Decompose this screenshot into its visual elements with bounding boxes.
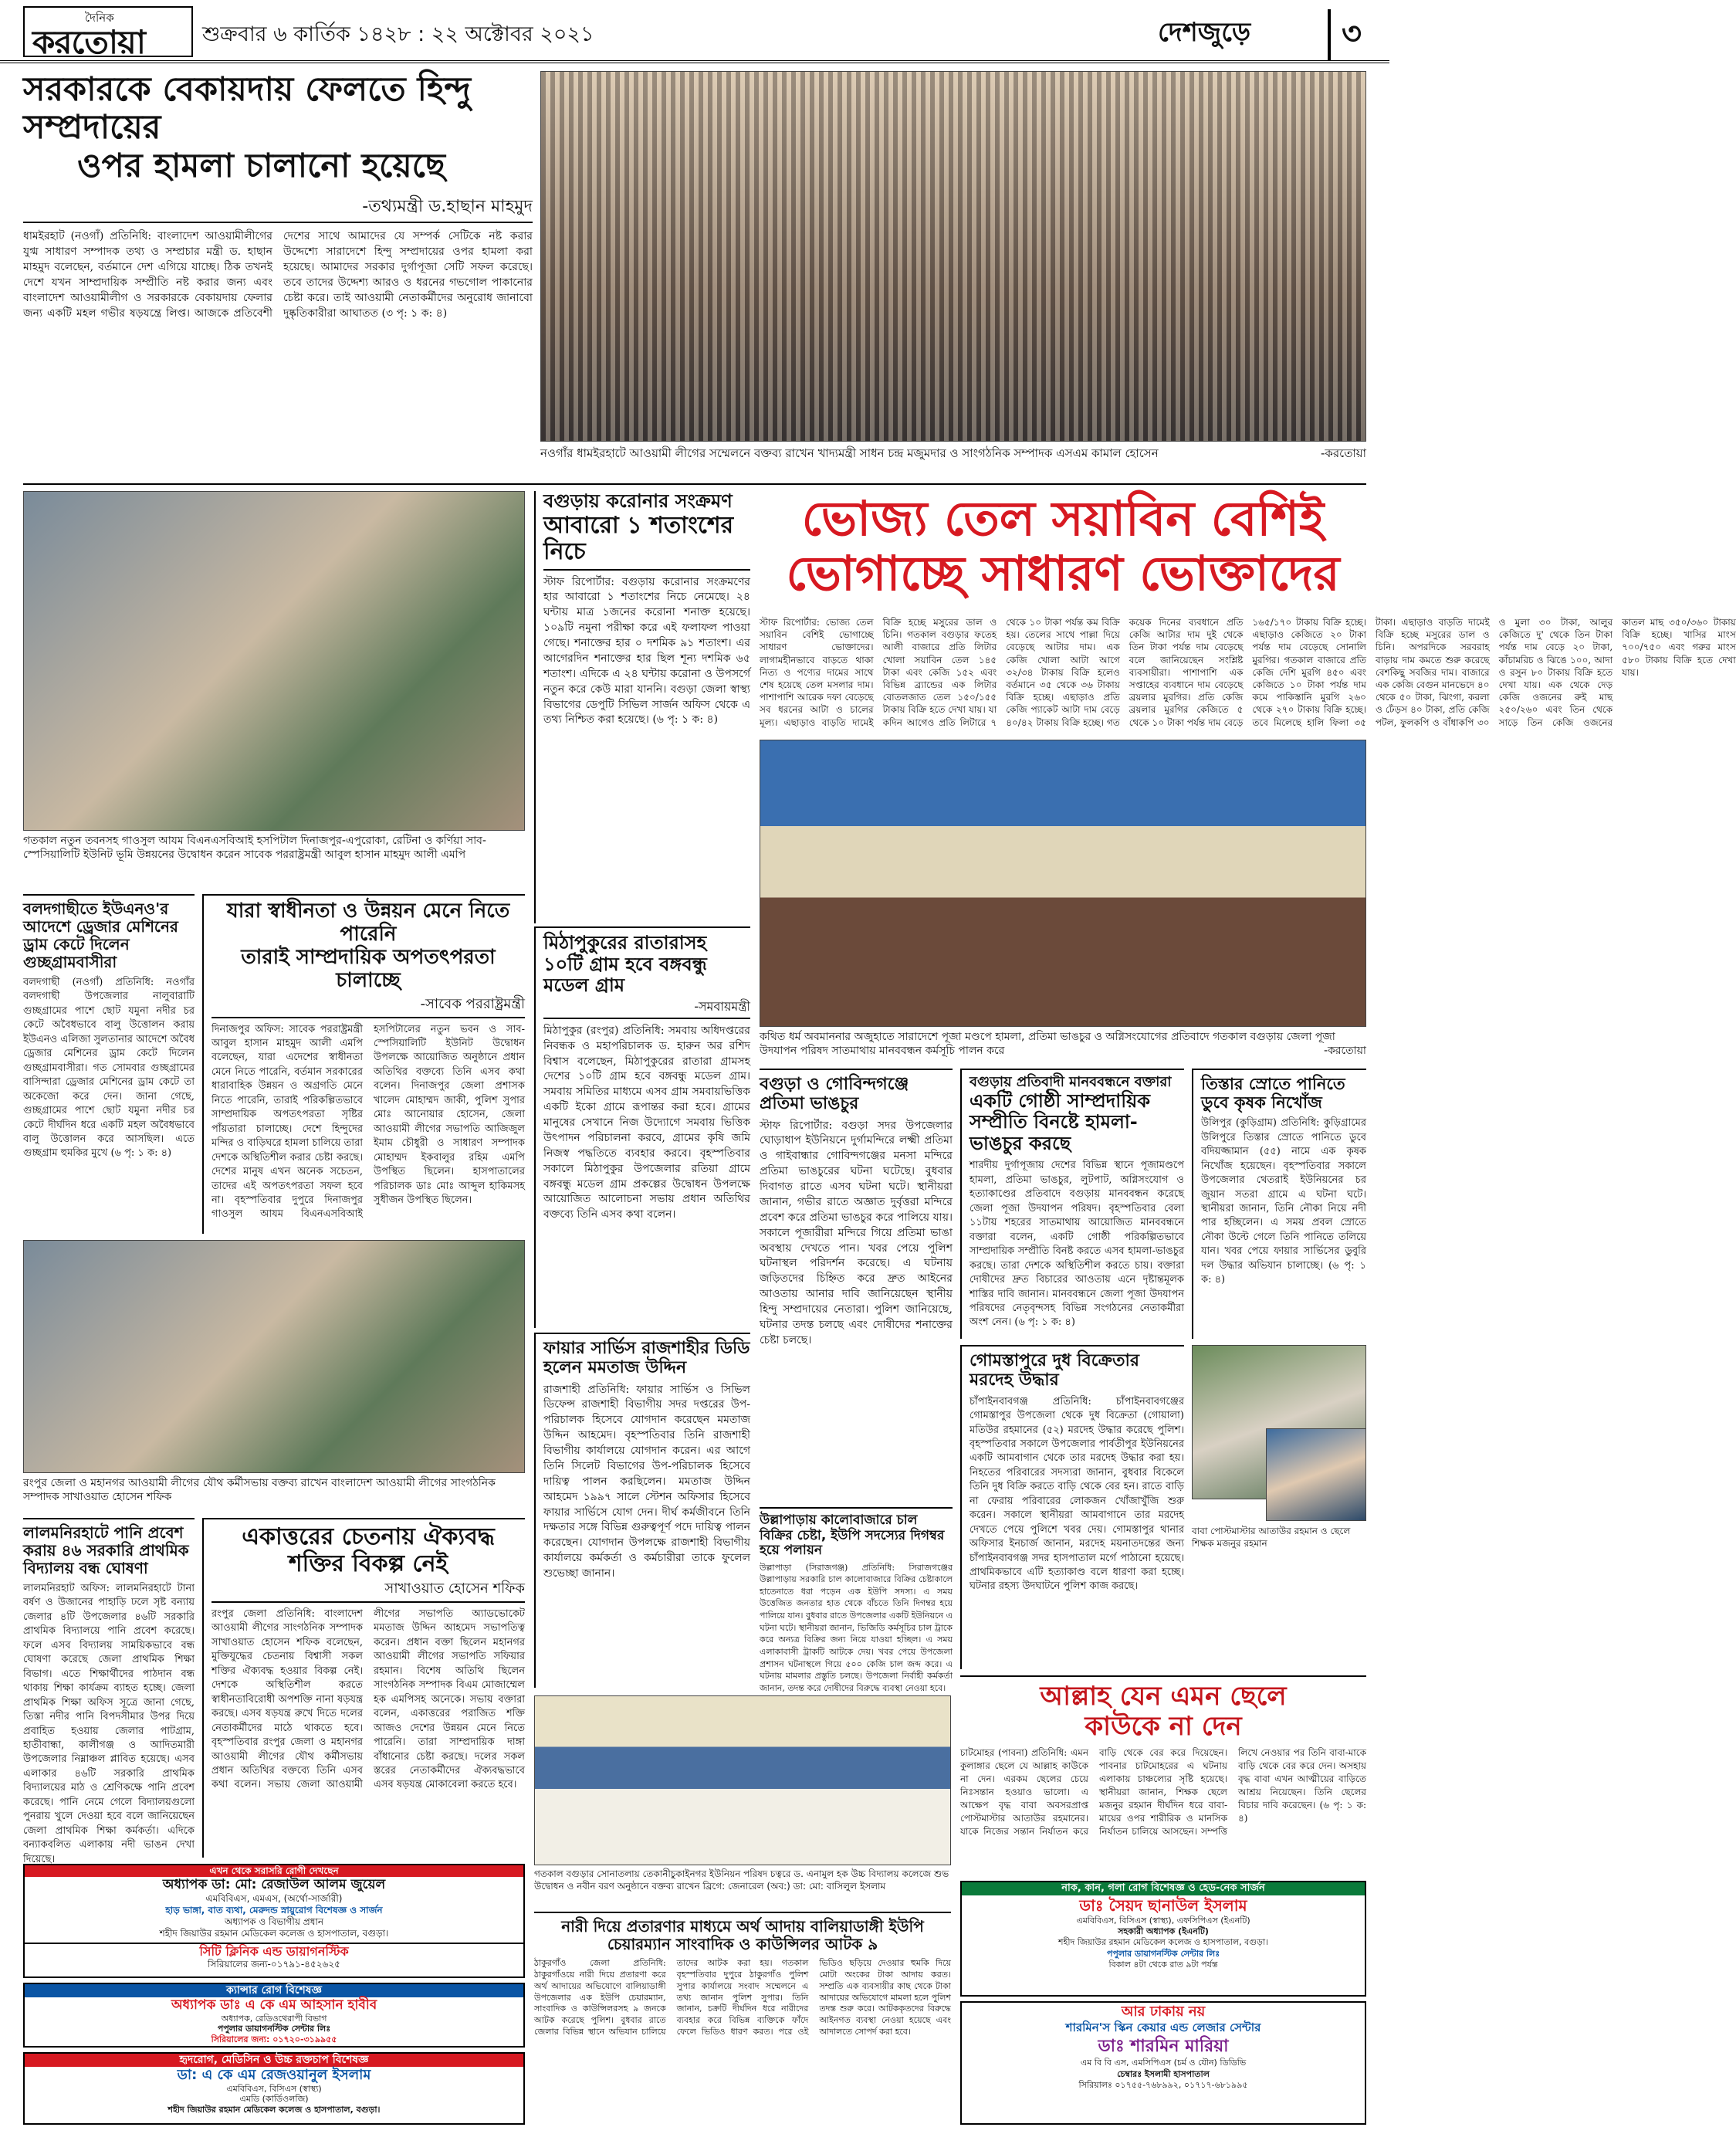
ad-ent-line-2: ডাঃ সৈয়দ ছানাউল ইসলাম xyxy=(1079,1895,1247,1915)
allah-continued: (৬ পৃ: ১ ক: ৪) xyxy=(1238,1800,1367,1824)
corona-continued: (৬ পৃ: ১ ক: ৪) xyxy=(652,713,719,727)
corona-headline: আবারো ১ শতাংশের নিচে xyxy=(543,513,750,571)
ullapara-body: উল্লাপাড়া (সিরাজগঞ্জ) প্রতিনিধি: সিরাজগঞ্জের উল্লাপাড়ায় সরকারি চাল কালোবাজারে বিক্রির চেষ্টাকালে হাতেনাতে ধরা পড়েন এক ইউপি সদস্য। এ সময় উত্তেজিত জনতার হাত থেকে বাঁচতে তিনি দিগম্বর হয়ে পালিয়ে যান। বুধবার রাতে উপজেলার একটি ইউনিয়নে এ ঘটনা ঘটে। স্থানীয়রা জানান, ভিজিডি কর্মসূচির চাল ট্রাকে করে অন্যত্র বিক্রির জন্য নিয়ে যাওয়া হচ্ছিল। এ সময় এলাকাবাসী ট্রাকটি আটকে দেয়। খবর পেয়ে উপজেলা প্রশাসন ঘটনাস্থলে গিয়ে ৫০০ কেজি চাল জব্দ করে। এ ঘটনায় মামলার প্রস্তুতি চলছে। উপজেলা নির্বাহী কর্মকর্তা জানান, তদন্ত করে দোষীদের বিরুদ্ধে ব্যবস্থা নেওয়া হবে। xyxy=(760,1562,953,1693)
nari-headline: নারী দিয়ে প্রতারণার মাধ্যমে অর্থ আদায় বালিয়াডাঙ্গী ইউপি চেয়ারম্যান সাংবাদিক ও কাউন্সিলর আটক ৯ xyxy=(561,1917,924,1953)
ad-cancer-line-1: ক্যান্সার রোগ বিশেষজ্ঞ xyxy=(25,1984,523,1997)
corona-story xyxy=(534,491,750,923)
ad-skin-line-2: শারমিন'স স্কিন কেয়ার এন্ড লেজার সেন্টার xyxy=(1065,2021,1261,2035)
ad-ent xyxy=(960,1881,1366,1997)
section-name: দেশজুড়ে xyxy=(1158,17,1251,48)
ad-skin-line-1: আর ঢাকায় নয় xyxy=(1121,2004,1206,2020)
ad-skin-line-3: ডাঃ শারমিন মারিয়া xyxy=(1098,2036,1229,2056)
lalmonirhat-story xyxy=(23,1518,195,1865)
allah-body xyxy=(960,1746,1366,1855)
lead-body xyxy=(23,229,533,490)
ad-ent-line-7: বিকাল ৪টা থেকে রাত ৯টা পর্যন্ত xyxy=(1108,1960,1218,1970)
mithapukur-story xyxy=(534,926,750,1328)
freedom-byline: -সাবেক পররাষ্ট্রমন্ত্রী xyxy=(212,993,525,1018)
ad-ortho-line-2: অধ্যাপক ডা: মো: রেজাউল আলম জুয়েল xyxy=(162,1877,386,1892)
ekattor-body: রংপুর জেলা প্রতিনিধি: বাংলাদেশ আওয়ামী লীগের সাংগঠনিক সম্পাদক সাখাওয়াত হোসেন শফিক বলেছেন, মুক্তিযুদ্ধের চেতনায় বিশ্বাসী সকল শক্তির ঐক্যবদ্ধ হওয়ার বিকল্প নেই। দেশকে অস্থিতিশীল করতে স্বাধীনতাবিরোধী অপশক্তি নানা ষড়যন্ত্র করছে। এসব ষড়যন্ত্র রুখে দিতে দলের নেতাকর্মীদের মাঠে থাকতে হবে। বৃহস্পতিবার রংপুর জেলা ও মহানগর আওয়ামী লীগের যৌথ কর্মীসভায় প্রধান অতিথির বক্তব্যে তিনি এসব কথা বলেন। সভায় জেলা আওয়ামী লীগের সভাপতি অ্যাডভোকেট মমতাজ উদ্দিন আহমেদ সভাপতিত্ব করেন। প্রধান বক্তা ছিলেন মহানগর আওয়ামী লীগের সভাপতি সফিয়ার রহমান। বিশেষ অতিথি ছিলেন সাংগঠনিক সম্পাদক বিএম মোজাম্মেল হক এমপিসহ অনেকে। সভায় বক্তারা বলেন, একাত্তরের পরাজিত শক্তি আজও দেশের উন্নয়ন মেনে নিতে পারেনি। তারা সাম্প্রদায়িক দাঙ্গা বাঁধানোর চেষ্টা করছে। দলের সকল স্তরের নেতাকর্মীদের ঐক্যবদ্ধভাবে এসব ষড়যন্ত্র মোকাবেলা করতে হবে। xyxy=(212,1608,525,1791)
idol-vandalism-story xyxy=(760,1069,953,1501)
tista-continued: (৬ পৃ: ১ ক: ৪) xyxy=(1201,1259,1366,1286)
ad-cancer-line-4: অধ্যাপক, রেডিওথেরাপী বিভাগ xyxy=(221,2013,327,2024)
lead-byline: -তথ্যমন্ত্রী ড.হাছান মাহমুদ xyxy=(23,193,533,223)
ekattor-story xyxy=(202,1518,525,1858)
tista-story xyxy=(1192,1069,1366,1339)
human-chain-body xyxy=(970,1159,1184,1329)
human-chain-caption-text: কথিত ধর্ম অবমাননার অজুহাতে সারাদেশে পূজা মণ্ডপে হামলা, প্রতিমা ভাঙচুর ও অগ্নিসংযোগের প্রতিবাদে গতকাল বগুড়ায় জেলা পূজা উদযাপন পরিষদ সাতমাথায় মানববন্ধন কর্মসূচি পালন করে xyxy=(760,1031,1335,1058)
idol-vandalism-headline: বগুড়া ও গোবিন্দগঞ্জে প্রতিমা ভাঙচুর xyxy=(760,1075,909,1114)
lead-continued: (৩ পৃ: ১ ক: ৪) xyxy=(381,307,448,320)
ad-cancer-line-2: অধ্যাপক ডাঃ এ কে এম আহসান হাবীব xyxy=(171,1997,377,2014)
oil-body: স্টাফ রিপোর্টার: ভোজ্য তেল সয়াবিন বেশিই ভোগাচ্ছে সাধারণ ভোক্তাদের। লাগামহীনভাবে বাড়তে থাকা নিত্য ও পণ্যের দামের সাথে শেষ হয়েছে তেল মসলার দাম। পাশাপাশি আরেক দফা বেড়েছে সব ধরনের আটা ও চালের মূল্য। এছাড়াও বাড়তি দামেই বিক্রি হচ্ছে মসুরের ডাল ও চিনি। গতকাল বগুড়ার ফতেহ আলী বাজারে প্রতি লিটার খোলা সয়াবিন তেল ১৪৫ টাকা এবং কেজি ১৫২ এবং বিভিন্ন ব্র্যান্ডের এক লিটার বোতলজাত তেল ১৫০/১৫৫ টাকায় বিক্রি হতে দেখা যায়। যা কদিন আগেও প্রতি লিটারে ৭ থেকে ১০ টাকা পর্যন্ত কম বিক্রি হয়। তেলের সাথে পাল্লা দিয়ে বেড়েছে আটার দাম। এক কেজি খোলা আটা আগে ৩২/৩৪ টাকায় বিক্রি হলেও বর্তমানে ৩৫ থেকে ৩৬ টাকায় বিক্রি হচ্ছে। এছাড়াও প্রতি কেজি প্যাকেট আটা দাম বেড়ে ৪০/৪২ টাকায় বিক্রি হচ্ছে। গত কয়েক দিনের ব্যবধানে প্রতি কেজি আটার দাম দুই থেকে তিন টাকা পর্যন্ত দাম বেড়েছে বলে জানিয়েছেন সংশ্লিষ্ট ব্যবসায়ীরা। পাশাপাশি এক সপ্তাহের ব্যবধানে দাম বেড়েছে ব্রয়লার মুরগির। প্রতি কেজি ব্রয়লার মুরগির কেজিতে ৫ থেকে ১০ টাকা পর্যন্ত দাম বেড়ে ১৬৫/১৭০ টাকায় বিক্রি হচ্ছে। এছাড়াও কেজিতে ২০ টাকা পর্যন্ত দাম বেড়েছে সোনালি মুরগির। গতকাল বাজারে প্রতি কেজি দেশি মুরগি ৪৫০ এবং কেজিতে ১০ টাকা পর্যন্ত দাম কমে পাকিস্তানি মুরগি ২৬০ থেকে ২৭০ টাকায় বিক্রি হচ্ছে। তবে মিলেছে হালি ফিলা ৩৫ টাকা। এছাড়াও বাড়তি দামেই বিক্রি হচ্ছে মসুরের ডাল ও চিনি। অপরদিকে সরবরাহ বাড়ায় দাম কমতে শুরু করেছে বেশকিছু সবজির দাম। বাজারে এক কেজি বেগুন মানভেদে ৪০ থেকে ৫০ টাকা, ঝিংগা, করলা ও ঢেঁড়স ৪০ টাকা, প্রতি কেজি পটল, ফুলকপি ও বাঁধাকপি ৩০ ও মুলা ৩০ টাকা, আলুর কেজিতে দু' থেকে তিন টাকা পর্যন্ত দাম বেড়ে ২০ টাকা, কাঁচামরিচ ও ঝিঙে ১০০, আদা ও রসুন ৮০ টাকায় বিক্রি হতে দেখা যায়। এক থেকে দেড় কেজি ওজনের রুই মাছ ২৫০/২৬০ এবং তিন থেকে সাড়ে তিন কেজি ওজনের কাতল মাছ ৩৫০/৩৬০ টাকায় বিক্রি হচ্ছে। খাসির মাংস ৭০০/৭৫০ এবং গরুর মাংস ৫৮০ টাকায় বিক্রি হতে দেখা যায়। xyxy=(760,617,1736,728)
freedom-body: দিনাজপুর অফিস: সাবেক পররাষ্ট্রমন্ত্রী আবুল হাসান মাহমুদ আলী এমপি বলেছেন, যারা এদেশের স্বাধীনতা মেনে নিতে পারেনি, বর্তমান সরকারের ধারাবাহিক উন্নয়ন ও অগ্রগতি মেনে নিতে পারেনি, তারাই পরিকল্পিতভাবে সাম্প্রদায়িক অপতৎপরতা সৃষ্টির পাঁয়তারা চালাচ্ছে। দেশে হিন্দুদের মন্দির ও বাড়িঘরে হামলা চালিয়ে তারা দেশকে অস্থিতিশীল করার চেষ্টা করছে। দেশের মানুষ এখন অনেক সচেতন, তাদের এই অপতৎপরতা সফল হবে না। বৃহস্পতিবার দুপুরে দিনাজপুর গাওসুল আযম বিএনএসবিআই হসপিটালের নতুন ভবন ও সাব-স্পেসিয়ালিটি ইউনিট উদ্বোধন উপলক্ষে আয়োজিত অনুষ্ঠানে প্রধান অতিথির বক্তব্যে তিনি এসব কথা বলেন। দিনাজপুর জেলা প্রশাসক খালেদ মোহাম্মদ জাকী, পুলিশ সুপার মোঃ আনোয়ার হোসেন, জেলা আওয়ামী লীগের সভাপতি আজিজুল ইমাম চৌধুরী ও সাধারণ সম্পাদক মোহাম্মদ ইকবালুর রহিম এমপি উপস্থিত ছিলেন। হাসপাতালের পরিচালক ডাঃ মোঃ আব্দুল হাকিমসহ সুধীজন উপস্থিত ছিলেন। xyxy=(212,1023,525,1221)
lalmonirhat-body: লালমনিরহাট অফিস: লালমনিরহাটে টানা বর্ষণ ও উজানের পাহাড়ি ঢলে সৃষ্ট বন্যায় জেলার ৪টি উপজেলার ৪৬টি সরকারি প্রাথমিক বিদ্যালয়ে পানি প্রবেশ করেছে। ফলে এসব বিদ্যালয় সাময়িকভাবে বন্ধ ঘোষণা করেছে জেলা প্রাথমিক শিক্ষা বিভাগ। এতে শিক্ষার্থীদের পাঠদান বন্ধ থাকায় শিক্ষা কার্যক্রম ব্যাহত হচ্ছে। জেলা প্রাথমিক শিক্ষা অফিস সূত্রে জানা গেছে, তিস্তা নদীর পানি বিপদসীমার উপর দিয়ে প্রবাহিত হওয়ায় জেলার পাটগ্রাম, হাতীবান্ধা, কালীগঞ্জ ও আদিতমারী উপজেলার নিম্নাঞ্চল প্লাবিত হয়েছে। এসব এলাকার ৪৬টি সরকারি প্রাথমিক বিদ্যালয়ের মাঠ ও শ্রেণিকক্ষে পানি প্রবেশ করেছে। পানি নেমে গেলে বিদ্যালয়গুলো পুনরায় খুলে দেওয়া হবে বলে জানিয়েছেন জেলা প্রাথমিক শিক্ষা কর্মকর্তা। এদিকে বন্যাকবলিত এলাকায় নদী ভাঙন দেখা দিয়েছে। xyxy=(23,1583,195,1865)
ad-ortho-line-3: এমবিবিএস, এমএস, (অর্থো-সার্জারী) xyxy=(205,1893,343,1905)
mithapukur-byline: -সমবায়মন্ত্রী xyxy=(543,997,750,1019)
ad-skin-line-6: সিরিয়ালঃ ০১৭৫৫-৭৬৮৯৯২, ০১৭১৭-৬৮১৯৯৫ xyxy=(1078,2080,1248,2091)
lalmonirhat-headline: লালমনিরহাটে পানি প্রবেশ করায় ৪৬ সরকারি প্রাথমিক বিদ্যালয় বন্ধ ঘোষণা xyxy=(23,1523,189,1577)
nari-story xyxy=(534,1912,951,2120)
ad-skin xyxy=(960,2001,1366,2125)
allah-body-text: চাটমোহর (পাবনা) প্রতিনিধি: এমন কুলাঙ্গার ছেলে যে আল্লাহ কাউকে না দেন। এরকম ছেলের চেয়ে নিঃসন্তান হওয়াও ভালো। এ আক্ষেপ বৃদ্ধ বাবা অবসরপ্রাপ্ত পোস্টমাস্টার আতাউর রহমানের। যাকে নিজের সন্তান নির্যাতন করে বাড়ি থেকে বের করে দিয়েছেন। পাবনার চাটমোহরের এ ঘটনায় এলাকায় চাঞ্চল্যের সৃষ্টি হয়েছে। স্থানীয়রা জানান, শিক্ষক ছেলে মজনুর রহমান দীর্ঘদিন ধরে বাবা-মায়ের ওপর শারীরিক ও মানসিক নির্যাতন চালিয়ে আসছেন। সম্পত্তি লিখে নেওয়ার পর তিনি বাবা-মাকে বাড়ি থেকে বের করে দেন। অসহায় বৃদ্ধ বাবা এখন আত্মীয়ের বাড়িতে আশ্রয় নিয়েছেন। তিনি ছেলের বিচার দাবি করেছেন। xyxy=(960,1747,1366,1838)
ad-cancer xyxy=(23,1983,525,2048)
tista-body xyxy=(1201,1116,1366,1302)
ekattor-byline: সাখাওয়াত হোসেন শফিক xyxy=(212,1577,525,1603)
father-son-caption: বাবা পোস্টমাস্টার আতাউর রহমান ও ছেলে শিক্ষক মজনুর রহমান xyxy=(1192,1526,1351,1549)
ad-heart-line-1: হৃদরোগ, মেডিসিন ও উচ্চ রক্তচাপ বিশেষজ্ঞ xyxy=(25,2054,523,2067)
allah-story xyxy=(960,1675,1366,1876)
boldogachi-body xyxy=(23,976,195,1231)
hospital-caption: গতকাল নতুন তবনসহ গাওসুল আযম বিএনএসবিআই হসপিটাল দিনাজপুর-এপুরোকা, রেটিনা ও কর্ণিয়া সাব-স্পেসিয়ালিটি ইউনিট ভূমি উন্নয়নের উদ্বোধন করেন সাবেক পররাষ্ট্রমন্ত্রী আবুল হাসান মাহমুদ আলী এমপি xyxy=(23,835,486,862)
lead-headline-2: ওপর হামলা চালানো হয়েছে xyxy=(77,146,445,185)
ekattor-headline-1: একাত্তরের চেতনায় ঐক্যবদ্ধ xyxy=(242,1523,495,1550)
oil-headline-2: ভোগাচ্ছে সাধারণ ভোক্তাদের xyxy=(786,545,1340,602)
lead-body-text: ধামইরহাট (নওগাঁ) প্রতিনিধি: বাংলাদেশ আওয়ামীলীগের যুগ্ম সাধারণ সম্পাদক তথ্য ও সম্প্রচার মন্ত্রী ড. হাছান মাহমুদ বলেছেন, বর্তমানে দেশ এগিয়ে যাচ্ছে। ঠিক তখনই দেশে যখন সাম্প্রদায়িক সম্প্রীতি নষ্ট করার জন্য এবং বাংলাদেশ আওয়ামীলীগ ও সরকারকে বেকায়দায় ফেলার জন্য একটি মহল গভীর ষড়যন্ত্রে লিপ্ত। আজকে প্রতিবেশী দেশের সাথে আমাদের যে সম্পর্ক সেটিকে নষ্ট করার উদ্দেশ্যে সারাদেশে হিন্দু সম্প্রদায়ের ওপর হামলা করা হয়েছে। আমাদের সরকার দুর্গাপূজা সেটি সফল করেছে। তবে তাদের উদ্দেশ্য আরও ও ধরনের গভগোল পাকানোর চেষ্টা করে। তাই আওয়ামী নেতাকর্মীদের অনুরোধ জানাবো দুষ্কৃতিকারীরা আঘাতত xyxy=(23,230,533,320)
human-chain-body-text: শারদীয় দুর্গাপূজায় দেশের বিভিন্ন স্থানে পূজামণ্ডপে হামলা, প্রতিমা ভাঙচুর, লুটপাট, অগ্নিসংযোগ ও হত্যাকাণ্ডের প্রতিবাদে বগুড়ায় মানববন্ধন করেছে জেলা পূজা উদযাপন পরিষদ। বৃহস্পতিবার বেলা ১১টায় শহরের সাতমাথায় আয়োজিত মানববন্ধনে বক্তারা বলেন, একটি গোষ্ঠী পরিকল্পিতভাবে সাম্প্রদায়িক সম্প্রীতি বিনষ্ট করতে এসব হামলা-ভাঙচুর করছে। তারা দেশকে অস্থিতিশীল করতে চায়। বক্তারা দোষীদের দ্রুত বিচারের আওতায় এনে দৃষ্টান্তমূলক শাস্তির দাবি জানান। মানববন্ধনে জেলা পূজা উদযাপন পরিষদের নেতৃবৃন্দসহ বিভিন্ন সংগঠনের নেতাকর্মীরা অংশ নেন। xyxy=(970,1160,1184,1329)
fire-service-body: রাজশাহী প্রতিনিধি: ফায়ার সার্ভিস ও সিভিল ডিফেন্স রাজশাহী বিভাগীয় সদর দপ্তরের উপ-পরিচালক হিসেবে যোগদান করেছেন মমতাজ উদ্দিন আহমেদ। বৃহস্পতিবার তিনি রাজশাহী বিভাগীয় কার্যালয়ে যোগদান করেন। এর আগে তিনি সিলেট বিভাগের উপ-পরিচালক হিসেবে দায়িত্ব পালন করছিলেন। মমতাজ উদ্দিন আহমেদ ১৯৯৭ সালে স্টেশন অফিসার হিসেবে ফায়ার সার্ভিসে যোগ দেন। দীর্ঘ কর্মজীবনে তিনি দক্ষতার সঙ্গে বিভিন্ন গুরুত্বপূর্ণ পদে দায়িত্ব পালন করেছেন। যোগদান উপলক্ষে রাজশাহী বিভাগীয় কার্যালয়ে কর্মকর্তা ও কর্মচারীরা তাকে ফুলেল শুভেচ্ছা জানান। xyxy=(543,1383,750,1580)
ad-ent-line-5: শহীদ জিয়াউর রহমান মেডিকেল কলেজ ও হাসপাতাল, বগুড়া। xyxy=(1058,1937,1268,1948)
idol-vandalism-body: স্টাফ রিপোর্টার: বগুড়া সদর উপজেলার ঘোড়াধাপ ইউনিয়নে দুর্গামন্দিরে লক্ষ্মী প্রতিমা ও গাইবান্ধার গোবিন্দগঞ্জের মনসা মন্দিরে প্রতিমা ভাঙচুরের ঘটনা ঘটেছে। বুধবার দিবাগত রাতে এসব ঘটনা ঘটে। স্থানীয়রা জানান, গভীর রাতে অজ্ঞাত দুর্বৃত্তরা মন্দিরে প্রবেশ করে প্রতিমা ভাঙচুর করে পালিয়ে যায়। সকালে পূজারীরা মন্দিরে গিয়ে প্রতিমা ভাঙা অবস্থায় দেখতে পান। খবর পেয়ে পুলিশ ঘটনাস্থল পরিদর্শন করেছে। এ ঘটনায় জড়িতদের চিহ্নিত করে দ্রুত আইনের আওতায় আনার দাবি জানিয়েছেন স্থানীয় হিন্দু সম্প্রদায়ের নেতারা। পুলিশ জানিয়েছে, ঘটনার তদন্ত চলছে এবং দোষীদের শনাক্তের চেষ্টা চলছে। xyxy=(760,1119,953,1346)
tista-headline: তিস্তার স্রোতে পানিতে ডুবে কৃষক নিখোঁজ xyxy=(1201,1075,1345,1113)
ad-ent-line-6: পপুলার ডায়াগনস্টিক সেন্টার লিঃ xyxy=(1106,1948,1220,1959)
freedom-headline-1: যারা স্বাধীনতা ও উন্নয়ন মেনে নিতে পারেনি xyxy=(226,899,510,946)
ullapara-headline: উল্লাপাড়ায় কালোবাজারে চাল বিক্রির চেষ্টা, ইউপি সদস্যের দিগম্বর হয়ে পলায়ন xyxy=(760,1512,945,1559)
ad-ent-line-1: নাক, কান, গলা রোগ বিশেষজ্ঞ ও হেড-নেক সার্জন xyxy=(962,1882,1365,1895)
human-chain-credit: -করতোয়া xyxy=(1323,1045,1366,1058)
gomostapur-story xyxy=(960,1345,1184,1669)
divider xyxy=(23,483,1366,485)
ad-ortho-line-9: সিরিয়ালের জন্য-০১৭৯১-৪৫২৬২৫ xyxy=(208,1959,340,1970)
mithapukur-body: মিঠাপুকুর (রংপুর) প্রতিনিধি: সমবায় অধিদপ্তরের নিবন্ধক ও মহাপরিচালক ড. হারুন অর রশিদ বিশ্বাস বলেছেন, মিঠাপুকুরের রাতারা গ্রামসহ দেশের ১০টি গ্রাম হবে বঙ্গবন্ধু মডেল গ্রাম। সমবায় সমিতির মাধ্যমে এসব গ্রাম সমবায়ভিত্তিক একটি ইকো গ্রামে রূপান্তর করা হবে। গ্রামের মানুষের সেখানে নিজ উদ্যোগে সমবায় ভিত্তিক উৎপাদন পরিচালনা করবে, গ্রামের কৃষি জমি নিজস্ব পদ্ধতিতে ব্যবহার করবে। বৃহস্পতিবার সকালে মিঠাপুকুর উপজেলার রতিয়া গ্রামে বঙ্গবন্ধু মডেল গ্রাম প্রকল্পের উদ্বোধন উপলক্ষে আয়োজিত আলোচনা সভায় প্রধান অতিথির বক্তব্যে তিনি এসব কথা বলেন। xyxy=(543,1024,750,1221)
human-chain-headline: একটি গোষ্ঠী সাম্প্রদায়িক সম্প্রীতি বিনষ্টে হামলা-ভাঙচুর করছে xyxy=(970,1089,1150,1154)
lead-photo-credit: -করতোয়া xyxy=(1321,446,1366,460)
ad-cancer-line-9: পপুলার ডায়াগনস্টিক সেন্টার লিঃ xyxy=(217,2024,331,2034)
human-chain-photo xyxy=(760,740,1366,1027)
ad-ortho-line-1: এখন থেকে সরাসরি রোগী দেখছেন xyxy=(25,1865,523,1877)
logo-main-text: করতোয়া xyxy=(32,23,145,61)
boldogachi-continued: (৬ পৃ: ১ ক: ৪) xyxy=(110,1147,172,1160)
rangpur-caption: রংপুর জেলা ও মহানগর আওয়ামী লীগের যৌথ কর্মীসভায় বক্তব্য রাখেন বাংলাদেশ আওয়ামী লীগের সাংগঠনিক সম্পাদক সাখাওয়াত হোসেন শফিক xyxy=(23,1477,496,1504)
allah-headline-1: আল্লাহ যেন এমন ছেলে xyxy=(1040,1681,1287,1712)
son-photo xyxy=(1266,1428,1366,1521)
ad-cancer-line-10: সিরিয়ালের জন্য: ০১৭২০-৩১৯৯৫৫ xyxy=(211,2034,337,2044)
ad-skin-line-5: চেম্বারঃ ইসলামী হাসপাতাল xyxy=(1117,2068,1210,2079)
ad-ortho-clinic xyxy=(23,1944,525,1978)
gomostapur-headline: গোমস্তাপুরে দুধ বিক্রেতার মরদেহ উদ্ধার xyxy=(970,1351,1139,1390)
fire-service-story xyxy=(534,1333,750,1688)
gomostapur-body: চাঁপাইনবাবগঞ্জ প্রতিনিধি: চাঁপাইনবাবগঞ্জের গোমস্তাপুর উপজেলা থেকে দুধ বিক্রেতা (গোয়ালা) মতিউর রহমানের (৫২) মরদেহ উদ্ধার করেছে পুলিশ। বৃহস্পতিবার সকালে উপজেলার পার্বতীপুর ইউনিয়নের একটি আমবাগান থেকে তার মরদেহ উদ্ধার করা হয়। নিহতের পরিবারের সদস্যরা জানান, বুধবার বিকেলে তিনি দুধ বিক্রি করতে বাড়ি থেকে বের হন। রাতে বাড়ি না ফেরায় পরিবারের লোকজন খোঁজাখুঁজি শুরু করেন। সকালে স্থানীয়রা আমবাগানে তার মরদেহ দেখতে পেয়ে পুলিশে খবর দেয়। গোমস্তাপুর থানার অফিসার ইনচার্জ জানান, মরদেহ ময়নাতদন্তের জন্য চাঁপাইনবাবগঞ্জ সদর হাসপাতাল মর্গে পাঠানো হয়েছে। প্রাথমিকভাবে এটি হত্যাকাণ্ড বলে ধারণা করা হচ্ছে। ঘটনার রহস্য উদঘাটনে পুলিশ কাজ করছে। xyxy=(970,1395,1184,1593)
ad-heart-line-6: শহীদ জিয়াউর রহমান মেডিকেল কলেজ ও হাসপাতাল, বগুড়া। xyxy=(168,2104,381,2115)
nari-body: ঠাকুরগাঁও জেলা প্রতিনিধি: ঠাকুরগাঁওয়ে নারী দিয়ে প্রতারণা করে অর্থ আদায়ের অভিযোগে বালিয়াডাঙ্গী উপজেলার এক ইউপি চেয়ারম্যান, সাংবাদিক ও কাউন্সিলরসহ ৯ জনকে আটক করেছে পুলিশ। বুধবার রাতে জেলার বিভিন্ন স্থানে অভিযান চালিয়ে তাদের আটক করা হয়। গতকাল বৃহস্পতিবার দুপুরে ঠাকুরগাঁও পুলিশ সুপার কার্যালয়ে সংবাদ সম্মেলনে এ তথ্য জানান পুলিশ সুপার। তিনি জানান, চক্রটি দীর্ঘদিন ধরে নারীদের ব্যবহার করে বিভিন্ন ব্যক্তিকে ফাঁদে ফেলে ভিডিও ধারণ করত। পরে ওই ভিডিও ছড়িয়ে দেওয়ার হুমকি দিয়ে মোটা অংকের টাকা আদায় করত। সম্প্রতি এক ব্যবসায়ীর কাছ থেকে টাকা আদায়ের অভিযোগে মামলা হলে পুলিশ তদন্ত শুরু করে। আটককৃতদের বিরুদ্ধে আইনগত ব্যবস্থা নেওয়া হয়েছে এবং আদালতে সোপর্দ করা হবে। xyxy=(534,1958,951,2037)
ad-ortho-doctor xyxy=(23,1864,525,1944)
hospital-photo xyxy=(23,491,525,831)
ad-heart xyxy=(23,2052,525,2125)
ad-ortho-line-5: অধ্যাপক ও বিভাগীয় প্রধান xyxy=(224,1916,324,1928)
human-chain-caption xyxy=(760,1030,1366,1061)
corona-body xyxy=(543,575,750,729)
page-number: ৩ xyxy=(1328,9,1362,61)
ekattor-headline-2: শক্তির বিকল্প নেই xyxy=(288,1550,448,1577)
lead-photo-caption-text: নওগাঁর ধামইরহাটে আওয়ামী লীগের সম্মেলনে বক্তব্য রাখেন খাদ্যমন্ত্রী সাধন চন্দ্র মজুমদার ও সাংগঠনিক সম্পাদক এসএম কামাল হোসেন xyxy=(540,446,1159,460)
lead-story xyxy=(23,71,533,488)
boldogachi-headline: বলদগাছীতে ইউএনও'র আদেশে ড্রেজার মেশিনের ড্রাম কেটে দিলেন গুচ্ছগ্রামবাসীরা xyxy=(23,899,178,971)
corona-kicker: বগুড়ায় করোনার সংক্রমণ xyxy=(543,490,733,512)
lead-photo xyxy=(540,71,1366,442)
human-chain-story xyxy=(960,1069,1184,1339)
newspaper-logo xyxy=(23,6,193,61)
lead-headline-1: সরকারকে বেকায়দায় ফেলতে হিন্দু সম্প্রদায়ের xyxy=(23,70,472,147)
meeting-caption: গতকাল বগুড়ার সোনাতলায় তেকানীচুকাইনগর ইউনিয়ন পরিষদ চত্বরে ড. এনামুল হক উচ্চ বিদ্যালয় কলেজে শুভ উদ্বোধন ও নবীন বরণ অনুষ্ঠানে বক্তব্য রাখেন ব্রিগে: জেনারেল (অব:) ডা: মো: বাসিলুল ইসলাম xyxy=(534,1868,949,1892)
ad-heart-line-3: এমবিবিএস, বিসিএস (স্বাস্থ্য) xyxy=(226,2084,322,2095)
issue-date: শুক্রবার ৬ কার্তিক ১৪২৮ : ২২ অক্টোবর ২০২১ xyxy=(202,22,594,46)
logo-small-text: দৈনিক xyxy=(85,11,114,25)
oil-headline-1: ভোজ্য তেল সয়াবিন বেশিই xyxy=(801,490,1325,547)
ad-ent-line-3: এমবিবিএস, বিসিএস (স্বাস্থ্য), এফসিপিএস (ইএনটি) xyxy=(1076,1915,1250,1926)
ad-skin-line-4: এম বি বি এস, এমসিপিএস (চর্ম ও যৌন) ডিডিভি xyxy=(1080,2058,1247,2068)
lead-photo-caption xyxy=(540,446,1366,477)
ad-ortho-line-8: সিটি ক্লিনিক এন্ড ডায়াগনস্টিক xyxy=(199,1944,349,1959)
ad-heart-line-4: এমডি (কার্ডিওলজি) xyxy=(239,2094,309,2105)
tista-body-text: উলিপুর (কুড়িগ্রাম) প্রতিনিধি: কুড়িগ্রামের উলিপুরে তিস্তার স্রোতে পানিতে ডুবে বদিয়জ্জামান (৫৫) নামে এক কৃষক নিখোঁজ হয়েছেন। বৃহস্পতিবার সকালে উপজেলার থেতরাই ইউনিয়নের চর জুয়ান সতরা গ্রামে এ ঘটনা ঘটে। স্থানীয়রা জানান, তিনি নৌকা নিয়ে নদী পার হচ্ছিলেন। এ সময় প্রবল স্রোতে নৌকা উল্টে গেলে তিনি পানিতে তলিয়ে যান। খবর পেয়ে ফায়ার সার্ভিসের ডুবুরি দল উদ্ধার অভিযান চালাচ্ছে। xyxy=(1201,1117,1366,1272)
human-chain-continued: (৬ পৃ: ১ ক: ৪) xyxy=(1014,1316,1075,1329)
freedom-story xyxy=(202,894,525,1234)
corona-body-text: স্টাফ রিপোর্টার: বগুড়ায় করোনার সংক্রমণের হার আবারো ১ শতাংশের নিচে নেমেছে। ২৪ ঘন্টায় মাত্র ১জনের করোনা শনাক্ত হয়েছে। ১০৯টি নমুনা পরীক্ষা করে এই ফলাফল পাওয়া গেছে। শনাক্তের হার ০ দশমিক ৯১ শতাংশ। এর আগেরদিন শনাক্তের হার ছিল শূন্য দশমিক ৬৫ শতাংশ। এদিকে এ ২৪ ঘন্টায় করোনা ও উপসর্গে নতুন করে কেউ মারা যাননি। বগুড়া জেলা স্বাস্থ্য বিভাগের ডেপুটি সিভিল সার্জন অফিস থেকে এ তথ্য নিশ্চিত করা হয়েছে। xyxy=(543,575,750,727)
ad-ortho-line-7: শহীদ জিয়াউর রহমান মেডিকেল কলেজ ও হাসপাতাল, বগুড়া। xyxy=(159,1928,389,1939)
rangpur-photo xyxy=(23,1240,525,1473)
ullapara-text-block xyxy=(760,1507,953,1693)
masthead xyxy=(0,0,1389,63)
boldogachi-story xyxy=(23,894,195,1234)
mithapukur-headline: মিঠাপুকুরের রাতারাসহ ১০টি গ্রাম হবে বঙ্গবন্ধু মডেল গ্রাম xyxy=(543,932,707,997)
fire-service-headline: ফায়ার সার্ভিস রাজশাহীর ডিডি হলেন মমতাজ উদ্দিন xyxy=(543,1339,750,1378)
meeting-photo xyxy=(534,1695,951,1865)
ad-heart-line-2: ডা: এ কে এম রেজওয়ানুল ইসলাম xyxy=(177,2067,371,2084)
human-chain-kicker: বগুড়ায় প্রতিবাদী মানববন্ধনে বক্তারা xyxy=(970,1074,1172,1090)
freedom-headline-2: তারাই সাম্প্রদায়িক অপতৎপরতা চালাচ্ছে xyxy=(241,945,496,992)
ad-ortho-line-4: হাড় ভাঙ্গা, বাত ব্যথা, মেরুদন্ড স্নায়ুরোগ বিশেষজ্ঞ ও সার্জন xyxy=(165,1905,383,1916)
boldogachi-body-text: বলদগাছী (নওগাঁ) প্রতিনিধি: নওগাঁর বলদগাছী উপজেলার নালুবারাটি গুচ্ছগ্রামের পাশে ছোট যমুনা নদীর চর কেটে অবৈধভাবে বালু উত্তোলন করায় ইউএনও এলিজা সুলতানার আদেশে অবৈধ ড্রেজার মেশিনের ড্রাম কেটে দিলেন গুচ্ছগ্রামবাসীরা। গত সোমবার গুচ্ছগ্রামের বাসিন্দারা ড্রেজার মেশিনের ড্রাম কেটে তা অকেজো করে দেন। জানা গেছে, গুচ্ছগ্রামের পাশে ছোট যমুনা নদীর চর কেটে দীর্ঘদিন ধরে একটি মহল অবৈধভাবে বালু উত্তোলন করে আসছিল। এতে গুচ্ছগ্রাম হুমকির মুখে xyxy=(23,977,195,1160)
allah-headline-2: কাউকে না দেন xyxy=(1085,1711,1242,1743)
ad-ent-line-4: সহকারী অধ্যাপক (ইএনটি) xyxy=(1118,1926,1209,1937)
